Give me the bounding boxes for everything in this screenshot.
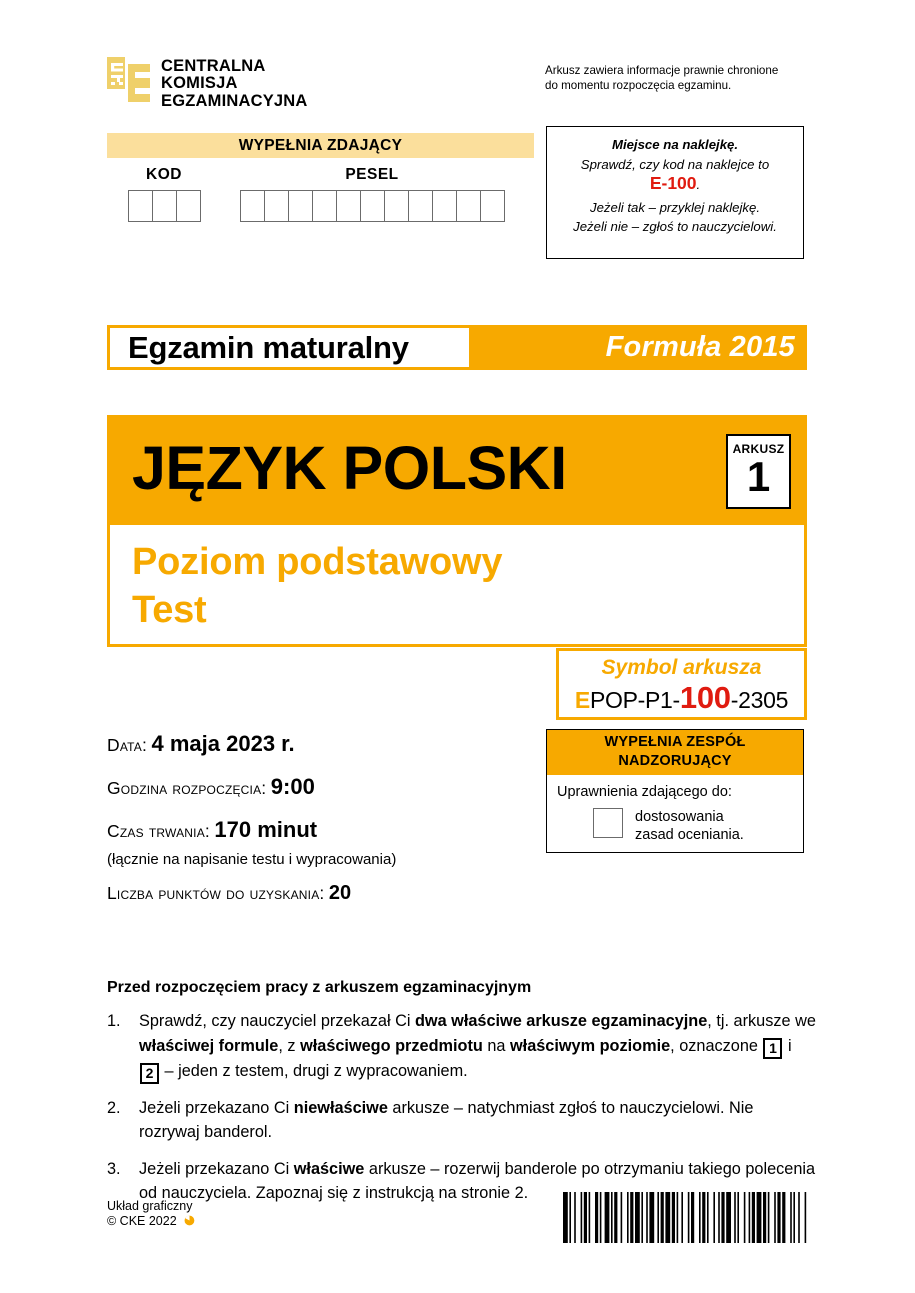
- kod-cell[interactable]: [176, 190, 201, 222]
- page-title: JĘZYK POLSKI: [132, 434, 567, 502]
- legal-notice-line2: do momentu rozpoczęcia egzaminu.: [545, 78, 732, 92]
- sticker-title: Miejsce na naklejkę.: [611, 137, 739, 152]
- sheet-symbol-suffix: -2305: [730, 687, 789, 713]
- legal-notice: [545, 64, 807, 93]
- supervisor-permissions-label: Uprawnienia zdającego do:: [557, 784, 732, 800]
- barcode-icon: [563, 1192, 807, 1243]
- arkusz-label: ARKUSZ: [732, 442, 785, 456]
- exam-duration-note: (łącznie na napisanie testu i wypracowania): [107, 851, 397, 868]
- footer-credits: [107, 1199, 195, 1229]
- footer-copyright-text: © CKE 2022: [107, 1214, 177, 1228]
- sticker-no-line: Jeżeli nie – zgłoś to nauczycielowi.: [573, 219, 777, 234]
- sticker-code: E-100: [649, 173, 697, 193]
- candidate-code-area: [107, 166, 534, 246]
- sheet-symbol-box: [556, 648, 807, 720]
- cke-org-line1: CENTRALNA: [161, 57, 266, 75]
- kod-cell[interactable]: [128, 190, 153, 222]
- permission-checkbox[interactable]: [593, 808, 623, 838]
- instruction-number: 2.: [107, 1098, 121, 1117]
- exam-start-value: 9:00: [270, 774, 315, 799]
- kod-group: [128, 166, 200, 222]
- cke-pie-dot-icon: [184, 1215, 195, 1226]
- subject-level-line1: Poziom podstawowy: [132, 541, 503, 583]
- instructions-heading: Przed rozpoczęciem pracy z arkuszem egzaminacyjnym: [107, 979, 532, 996]
- supervisor-header: [547, 730, 803, 775]
- pesel-cell[interactable]: [312, 190, 337, 222]
- permission-text: [635, 808, 744, 844]
- pesel-cell[interactable]: [240, 190, 265, 222]
- subject-block: [107, 415, 807, 647]
- cke-org-name: [161, 57, 308, 110]
- kod-cell[interactable]: [152, 190, 177, 222]
- permission-text-line2: zasad oceniania.: [635, 826, 744, 843]
- pesel-cell[interactable]: [264, 190, 289, 222]
- candidate-fill-bar: WYPEŁNIA ZDAJĄCY: [107, 133, 534, 158]
- pesel-cell[interactable]: [288, 190, 313, 222]
- instruction-number: 1.: [107, 1012, 121, 1030]
- instruction-item: [107, 1009, 817, 1084]
- exam-points-row: [107, 882, 537, 905]
- pesel-group: [240, 166, 504, 222]
- cke-org-line2: KOMISJA: [161, 74, 238, 93]
- pesel-cell[interactable]: [456, 190, 481, 222]
- exam-banner: [107, 325, 807, 370]
- sticker-yes-line: Jeżeli tak – przyklej naklejkę.: [589, 199, 761, 215]
- exam-date-label: Data:: [107, 735, 148, 755]
- supervisor-header-line2: NADZORUJĄCY: [618, 753, 732, 769]
- pesel-label: PESEL: [345, 166, 399, 183]
- instruction-number: 3.: [107, 1159, 121, 1178]
- exam-date-row: [107, 731, 537, 757]
- pesel-input[interactable]: [240, 190, 504, 222]
- instructions-section: [107, 979, 817, 1218]
- sheet-symbol-prefix: E: [574, 687, 590, 713]
- page-header: [107, 57, 807, 119]
- arkusz-badge: [726, 434, 791, 509]
- sticker-check-line: Sprawdź, czy kod na naklejce to: [580, 156, 770, 172]
- instruction-text: Sprawdź, czy nauczyciel przekazał Ci dwa właściwe arkusze egzaminacyjne, tj. arkusze we właściwej formule, z właściwego przedmiotu na właściwym poziomie, oznaczone 1 i 2 – jeden z testem, drugi z wypracowaniem.: [139, 1009, 817, 1084]
- kod-label: KOD: [146, 166, 182, 183]
- exam-banner-title: Egzamin maturalny: [110, 328, 469, 367]
- sticker-code-suffix: .: [696, 177, 701, 192]
- exam-duration-row: [107, 817, 537, 843]
- exam-banner-formula: Formuła 2015: [605, 331, 795, 363]
- pesel-cell[interactable]: [360, 190, 385, 222]
- pesel-cell[interactable]: [480, 190, 505, 222]
- cke-logo-block: [107, 57, 308, 110]
- sheet-symbol-highlight: 100: [679, 680, 731, 715]
- instruction-text: Jeżeli przekazano Ci niewłaściwe arkusze – natychmiast zgłoś to nauczycielowi. Nie rozrywaj banderol.: [139, 1098, 754, 1141]
- exam-points-value: 20: [328, 882, 352, 904]
- sticker-placement-box: [546, 126, 804, 259]
- sheet-symbol-title: Symbol arkusza: [601, 656, 762, 679]
- pesel-cell[interactable]: [336, 190, 361, 222]
- exam-duration-value: 170 minut: [214, 817, 318, 842]
- supervisor-permission-row: [593, 808, 803, 844]
- exam-duration-label: Czas trwania:: [107, 821, 210, 841]
- sheet-symbol-code: [559, 682, 804, 716]
- permission-text-line1: dostosowania: [635, 809, 724, 825]
- instruction-text: Jeżeli przekazano Ci właściwe arkusze – rozerwij banderole po otrzymaniu takiego polecenia od nauczyciela. Zapoznaj się z instrukcją na stronie 2.: [139, 1159, 816, 1202]
- footer-layout-line: Układ graficzny: [107, 1199, 193, 1213]
- subject-level: [132, 538, 502, 634]
- exam-info-list: [107, 731, 537, 922]
- supervisor-body: [547, 775, 803, 844]
- supervisor-box: [546, 729, 804, 853]
- kod-input[interactable]: [128, 190, 200, 222]
- exam-points-label: Liczba punktów do uzyskania:: [107, 883, 325, 903]
- exam-date-value: 4 maja 2023 r.: [151, 731, 295, 756]
- instruction-item: [107, 1096, 817, 1145]
- pesel-cell[interactable]: [408, 190, 433, 222]
- exam-start-row: [107, 774, 537, 800]
- cke-logo-icon: [107, 57, 150, 109]
- pesel-cell[interactable]: [432, 190, 457, 222]
- exam-start-label: Godzina rozpoczęcia:: [107, 778, 267, 798]
- subject-level-line2: Test: [132, 589, 207, 631]
- legal-notice-line1: Arkusz zawiera informacje prawnie chronione: [545, 64, 779, 77]
- cke-org-line3: EGZAMINACYJNA: [161, 91, 308, 110]
- footer-copyright-line: [107, 1214, 195, 1229]
- sheet-symbol-mid: POP-P1-: [589, 687, 680, 713]
- arkusz-number: 1: [746, 453, 771, 500]
- sticker-code-row: [555, 174, 795, 195]
- supervisor-header-line1: WYPEŁNIA ZESPÓŁ: [604, 734, 746, 750]
- pesel-cell[interactable]: [384, 190, 409, 222]
